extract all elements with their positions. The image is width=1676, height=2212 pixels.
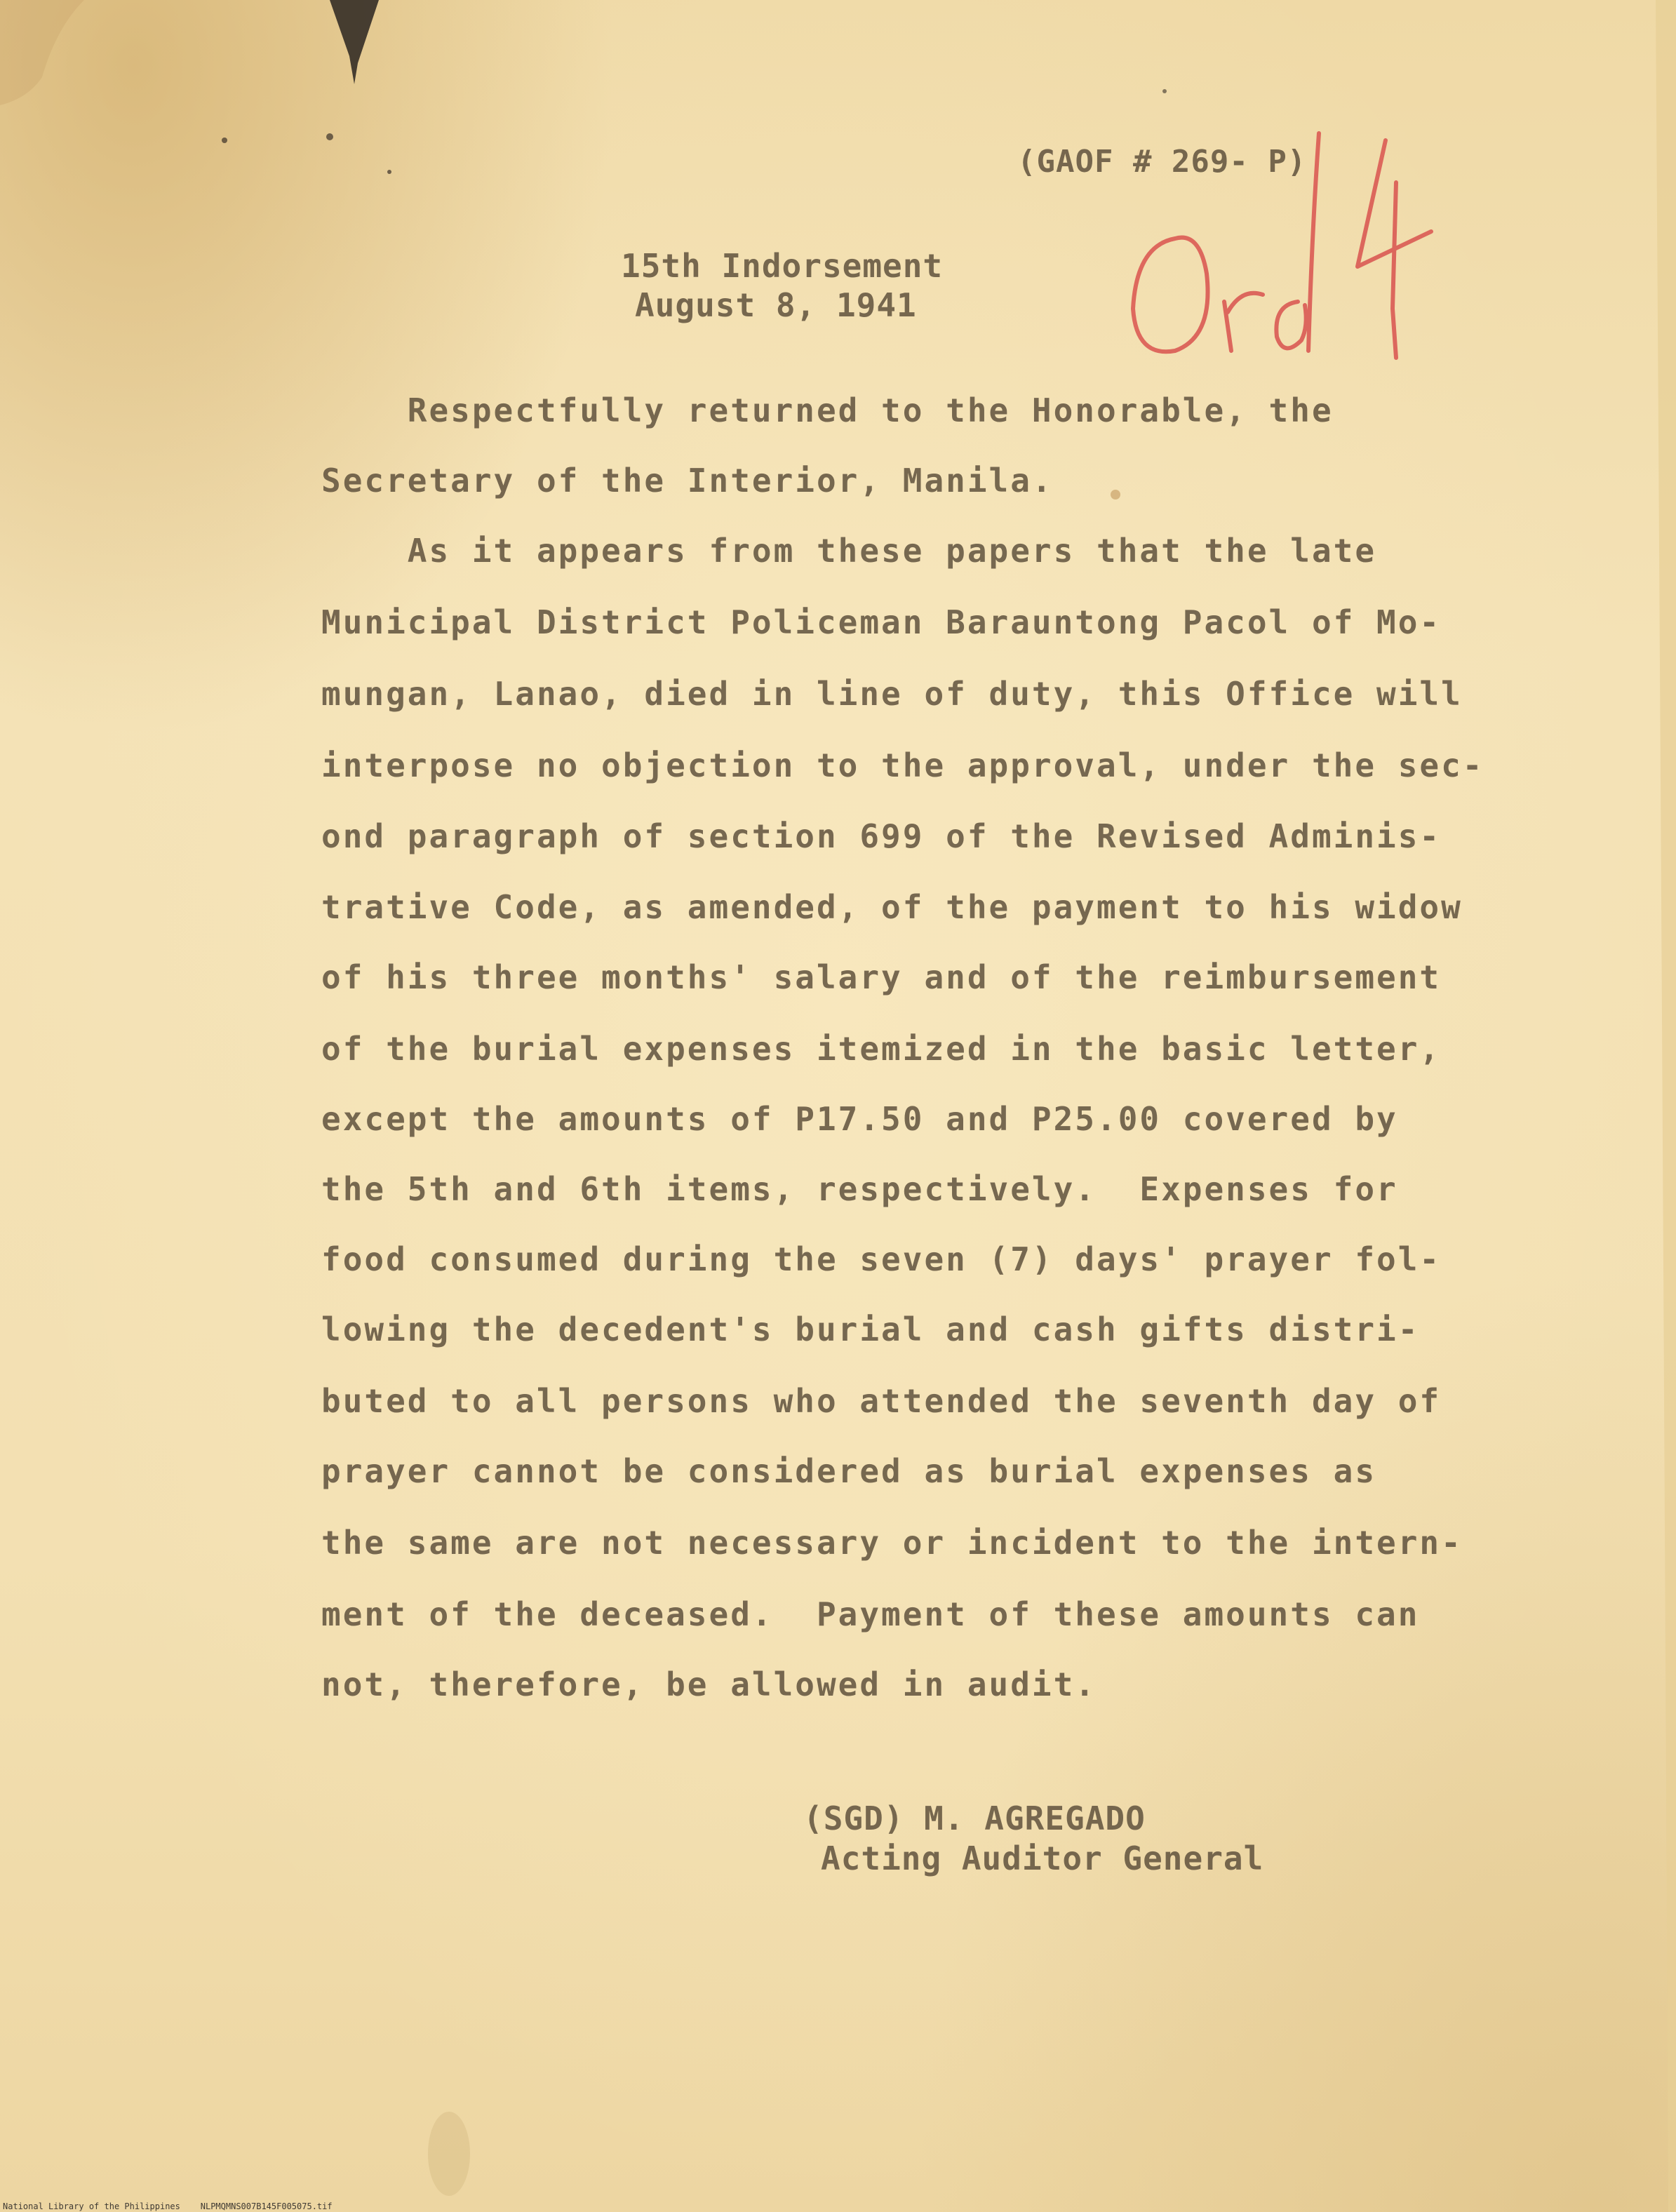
indorsement-date: August 8, 1941 — [635, 286, 917, 324]
body-line: food consumed during the seven (7) days' prayer fol- — [321, 1240, 1442, 1278]
body-line: buted to all persons who attended the seventh day of — [321, 1382, 1442, 1420]
body-line: Respectfully returned to the Honorable, the — [321, 391, 1334, 429]
body-line: not, therefore, be allowed in audit. — [321, 1665, 1097, 1703]
body-line: except the amounts of P17.50 and P25.00 covered by — [321, 1100, 1398, 1138]
body-line: of his three months' salary and of the reimbursement — [321, 958, 1442, 996]
body-line: lowing the decedent's burial and cash gifts distri- — [321, 1311, 1420, 1348]
archive-footer: National Library of the Philippines NLPMQMNS007B145F005075.tif — [3, 2201, 333, 2211]
body-line: of the burial expenses itemized in the basic letter, — [321, 1030, 1442, 1068]
body-line: interpose no objection to the approval, under the sec- — [321, 746, 1484, 784]
body-line: Municipal District Policeman Barauntong Pacol of Mo- — [321, 603, 1442, 641]
body-line: ond paragraph of section 699 of the Revised Adminis- — [321, 817, 1442, 855]
handwritten-annotation — [1108, 126, 1459, 379]
body-line: Secretary of the Interior, Manila. — [321, 462, 1054, 500]
body-line: mungan, Lanao, died in line of duty, this Office will — [321, 675, 1463, 713]
body-line: prayer cannot be considered as burial expenses as — [321, 1452, 1377, 1490]
body-line: the 5th and 6th items, respectively. Expenses for — [321, 1170, 1398, 1208]
signature-name: (SGD) M. AGREGADO — [803, 1799, 1146, 1837]
signature-title: Acting Auditor General — [821, 1839, 1264, 1877]
indorsement-title: 15th Indorsement — [621, 247, 944, 285]
body-line: ment of the deceased. Payment of these amounts can — [321, 1595, 1420, 1633]
body-line: trative Code, as amended, of the payment to his widow — [321, 888, 1463, 926]
body-line: the same are not necessary or incident to the intern- — [321, 1524, 1463, 1562]
body-line: As it appears from these papers that the late — [321, 532, 1377, 570]
reference-number: (GAOF # 269- P) — [1017, 144, 1307, 180]
